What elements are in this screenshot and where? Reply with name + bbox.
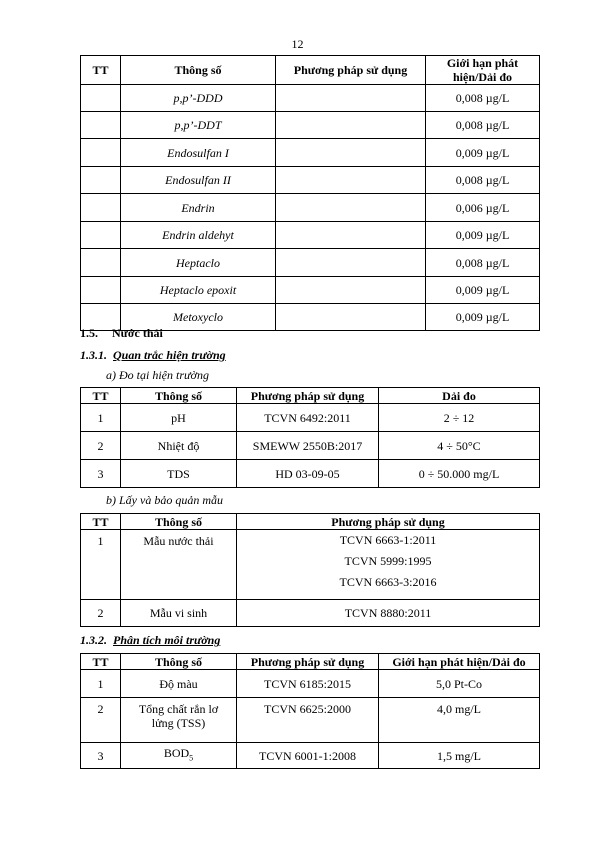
table-row <box>81 698 540 743</box>
limit-cell: 4,0 mg/L <box>379 698 540 743</box>
param-cell: Metoxyclo <box>121 304 276 331</box>
method-line: TCVN 6663-1:2011 <box>339 533 437 547</box>
header-method: Phương pháp sử dụng <box>237 654 379 670</box>
tt-cell: 1 <box>81 404 121 432</box>
param-cell: Mẫu vi sinh <box>121 600 237 627</box>
table-row <box>81 600 540 627</box>
method-line: TCVN 6663-3:2016 <box>339 575 437 589</box>
method-cell: TCVN 6625:2000 <box>237 698 379 743</box>
param-cell: Heptaclo <box>121 249 276 277</box>
limit-cell: 0,008 µg/L <box>426 167 540 194</box>
header-param: Thông số <box>121 654 237 670</box>
param-cell: Độ màu <box>121 670 237 698</box>
limit-cell: 0,009 µg/L <box>426 304 540 331</box>
limit-cell: 0,008 µg/L <box>426 112 540 139</box>
tt-cell: 1 <box>81 670 121 698</box>
pesticide-table <box>80 55 540 331</box>
tt-cell: 2 <box>81 432 121 460</box>
method-cell: HD 03-09-05 <box>237 460 379 488</box>
section-number: 1.3.2. <box>80 633 107 647</box>
section-title: Quan trắc hiện trường <box>113 348 226 362</box>
range-cell: 4 ÷ 50°C <box>379 432 540 460</box>
param-cell <box>121 743 237 769</box>
subsection-b: b) Lấy và bảo quản mẫu <box>106 493 223 507</box>
sampling-table <box>80 513 540 627</box>
table-row <box>81 222 540 249</box>
table-row <box>81 743 540 769</box>
header-tt: TT <box>81 388 121 404</box>
limit-cell: 0,009 µg/L <box>426 139 540 167</box>
limit-cell: 0,006 µg/L <box>426 194 540 222</box>
range-cell: 0 ÷ 50.000 mg/L <box>379 460 540 488</box>
table-row <box>81 167 540 194</box>
param-cell: TDS <box>121 460 237 488</box>
param-cell: Nhiệt độ <box>121 432 237 460</box>
analysis-table <box>80 653 540 769</box>
header-tt: TT <box>81 514 121 530</box>
param-cell: Endrin <box>121 194 276 222</box>
table-row <box>81 670 540 698</box>
header-param: Thông số <box>121 56 276 85</box>
param-cell: p,p’-DDT <box>121 112 276 139</box>
table-row <box>81 404 540 432</box>
header-param: Thông số <box>121 388 237 404</box>
limit-cell: 1,5 mg/L <box>379 743 540 769</box>
limit-cell: 0,009 µg/L <box>426 277 540 304</box>
section-number: 1.5. <box>80 326 98 340</box>
param-cell: pH <box>121 404 237 432</box>
range-cell: 2 ÷ 12 <box>379 404 540 432</box>
method-cell: SMEWW 2550B:2017 <box>237 432 379 460</box>
subsection-a: a) Đo tại hiện trường <box>106 368 209 382</box>
header-tt: TT <box>81 654 121 670</box>
header-method: Phương pháp sử dụng <box>237 514 540 530</box>
param-cell: Endosulfan II <box>121 167 276 194</box>
section-heading-1-3-1 <box>80 348 226 363</box>
table-row <box>81 139 540 167</box>
method-line: TCVN 5999:1995 <box>344 554 432 568</box>
tt-cell: 3 <box>81 460 121 488</box>
limit-cell: 0,009 µg/L <box>426 222 540 249</box>
tt-cell: 2 <box>81 600 121 627</box>
table-row <box>81 432 540 460</box>
tt-cell: 1 <box>81 530 121 600</box>
header-tt: TT <box>81 56 121 85</box>
method-cell: TCVN 6492:2011 <box>237 404 379 432</box>
table-row <box>81 249 540 277</box>
header-method: Phương pháp sử dụng <box>276 56 426 85</box>
table-row <box>81 85 540 112</box>
limit-cell: 0,008 µg/L <box>426 249 540 277</box>
table-row <box>81 194 540 222</box>
section-heading-1-3-2 <box>80 633 220 648</box>
param-cell: Heptaclo epoxit <box>121 277 276 304</box>
param-cell: Endrin aldehyt <box>121 222 276 249</box>
method-cell: TCVN 6185:2015 <box>237 670 379 698</box>
header-limit: Giới hạn phát hiện/Dải đo <box>379 654 540 670</box>
tt-cell: 2 <box>81 698 121 743</box>
table-row <box>81 460 540 488</box>
param-subscript: 5 <box>189 753 194 763</box>
tt-cell: 3 <box>81 743 121 769</box>
section-title: Phân tích môi trường <box>113 633 221 647</box>
section-heading-1-5 <box>80 326 163 341</box>
header-range: Dải đo <box>379 388 540 404</box>
method-cell: TCVN 8880:2011 <box>237 600 540 627</box>
param-cell: p,p’-DDD <box>121 85 276 112</box>
header-method: Phương pháp sử dụng <box>237 388 379 404</box>
table-row <box>81 530 540 600</box>
param-cell: Endosulfan I <box>121 139 276 167</box>
param-cell: Mẫu nước thải <box>121 530 237 600</box>
limit-cell: 5,0 Pt-Co <box>379 670 540 698</box>
section-title: Nước thải <box>112 326 163 340</box>
method-cell: TCVN 6001-1:2008 <box>237 743 379 769</box>
param-text: BOD <box>163 745 190 760</box>
limit-cell: 0,008 µg/L <box>426 85 540 112</box>
table-row <box>81 277 540 304</box>
page-number: 12 <box>291 37 304 51</box>
table-row <box>81 112 540 139</box>
param-cell: Tổng chất rắn lơ lửng (TSS) <box>121 698 237 743</box>
section-number: 1.3.1. <box>80 348 107 362</box>
header-limit: Giới hạn phát hiện/Dải đo <box>426 56 540 85</box>
header-param: Thông số <box>121 514 237 530</box>
field-measurement-table <box>80 387 540 488</box>
method-cell <box>237 530 540 600</box>
